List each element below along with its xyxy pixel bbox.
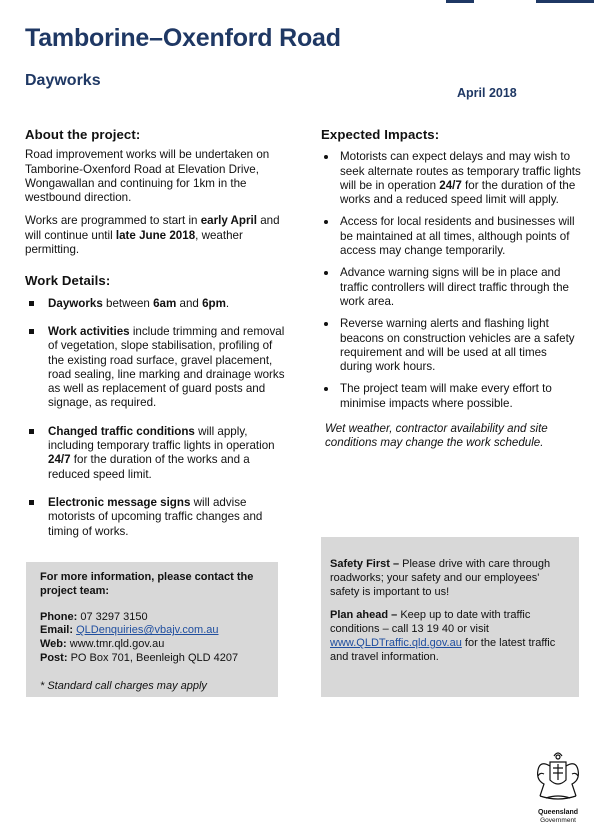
about-paragraph: Road improvement works will be undertaken on Tamborine-Oxenford Road at Elevation Drive, Wongawallan and continuing for 1km in the westbound direction. [25, 148, 270, 205]
impacts-list [321, 150, 581, 411]
page-title: Tamborine–Oxenford Road [25, 24, 341, 52]
list-item: The project team will make every effort to minimise impacts where possible. [321, 382, 581, 411]
top-accent-bar [446, 0, 474, 3]
contact-box [26, 562, 278, 697]
call-charges-note: * Standard call charges may apply [40, 679, 207, 692]
traffic-website-link[interactable]: www.QLDTraffic.qld.gov.au [330, 636, 462, 649]
safety-first-text: Safety First – Please drive with care through roadworks; your safety and our employees' safety is important to us! [330, 558, 551, 598]
queensland-government-logo [532, 748, 584, 824]
contact-heading: For more information, please contact the project team: [40, 571, 254, 597]
right-column [321, 128, 581, 451]
top-accent-bar [536, 0, 594, 3]
list-item: Motorists can expect delays and may wish to seek alternate routes as temporary traffic lights will be in operation 24/7 for the duration of the works and a reduced speed limit will apply. [321, 150, 581, 207]
schedule-paragraph: Works are programmed to start in early April and will continue until late June 2018, weather permitting. [25, 214, 280, 257]
schedule-note: Wet weather, contractor availability and site conditions may change the work schedule. [325, 422, 548, 450]
contact-phone: Phone: 07 3297 3150 [40, 610, 148, 623]
list-item: Work activities include trimming and removal of vegetation, slope stabilisation, profiling of the existing road surface, gravel placement, road sealing, line marking and drainage works as well as replacement of guard posts and signage, as required. [25, 325, 290, 411]
web-link[interactable]: www.tmr.qld.gov.au [69, 638, 165, 651]
left-column [25, 128, 290, 553]
logo-text-line2: Government [540, 817, 576, 824]
email-link[interactable]: QLDenquiries@vbajv.com.au [76, 624, 219, 637]
page-subtitle: Dayworks [25, 72, 101, 89]
list-item: Changed traffic conditions will apply, including temporary traffic lights in operation 24/7 for the duration of the works and a reduced speed limit. [25, 425, 290, 482]
impacts-heading: Expected Impacts: [321, 127, 440, 142]
safety-box [321, 537, 579, 697]
work-details-list [25, 297, 290, 539]
contact-web: Web: www.tmr.qld.gov.au [40, 638, 165, 651]
contact-post: Post: PO Box 701, Beenleigh QLD 4207 [40, 651, 239, 664]
about-heading: About the project: [25, 127, 141, 142]
list-item: Dayworks between 6am and 6pm. [25, 297, 290, 311]
list-item: Reverse warning alerts and flashing light beacons on construction vehicles are a safety requirement and will be used at all times during work hours. [321, 317, 581, 374]
contact-email: Email: QLDenquiries@vbajv.com.au [40, 624, 219, 637]
list-item: Electronic message signs will advise motorists of upcoming traffic changes and timing of works. [25, 496, 290, 539]
plan-ahead-text: Plan ahead – Keep up to date with traffic conditions – call 13 19 40 or visit www.QLDTraffic.qld.gov.au for the latest traffic and travel information. [330, 609, 556, 663]
coat-of-arms-icon [532, 748, 584, 804]
publication-date: April 2018 [457, 86, 517, 100]
list-item: Advance warning signs will be in place and traffic controllers will direct traffic through the work area. [321, 266, 581, 309]
logo-text-line1: Queensland [537, 809, 579, 816]
list-item: Access for local residents and businesses will be maintained at all times, although points of access may change temporarily. [321, 215, 581, 258]
work-details-heading: Work Details: [25, 273, 111, 289]
